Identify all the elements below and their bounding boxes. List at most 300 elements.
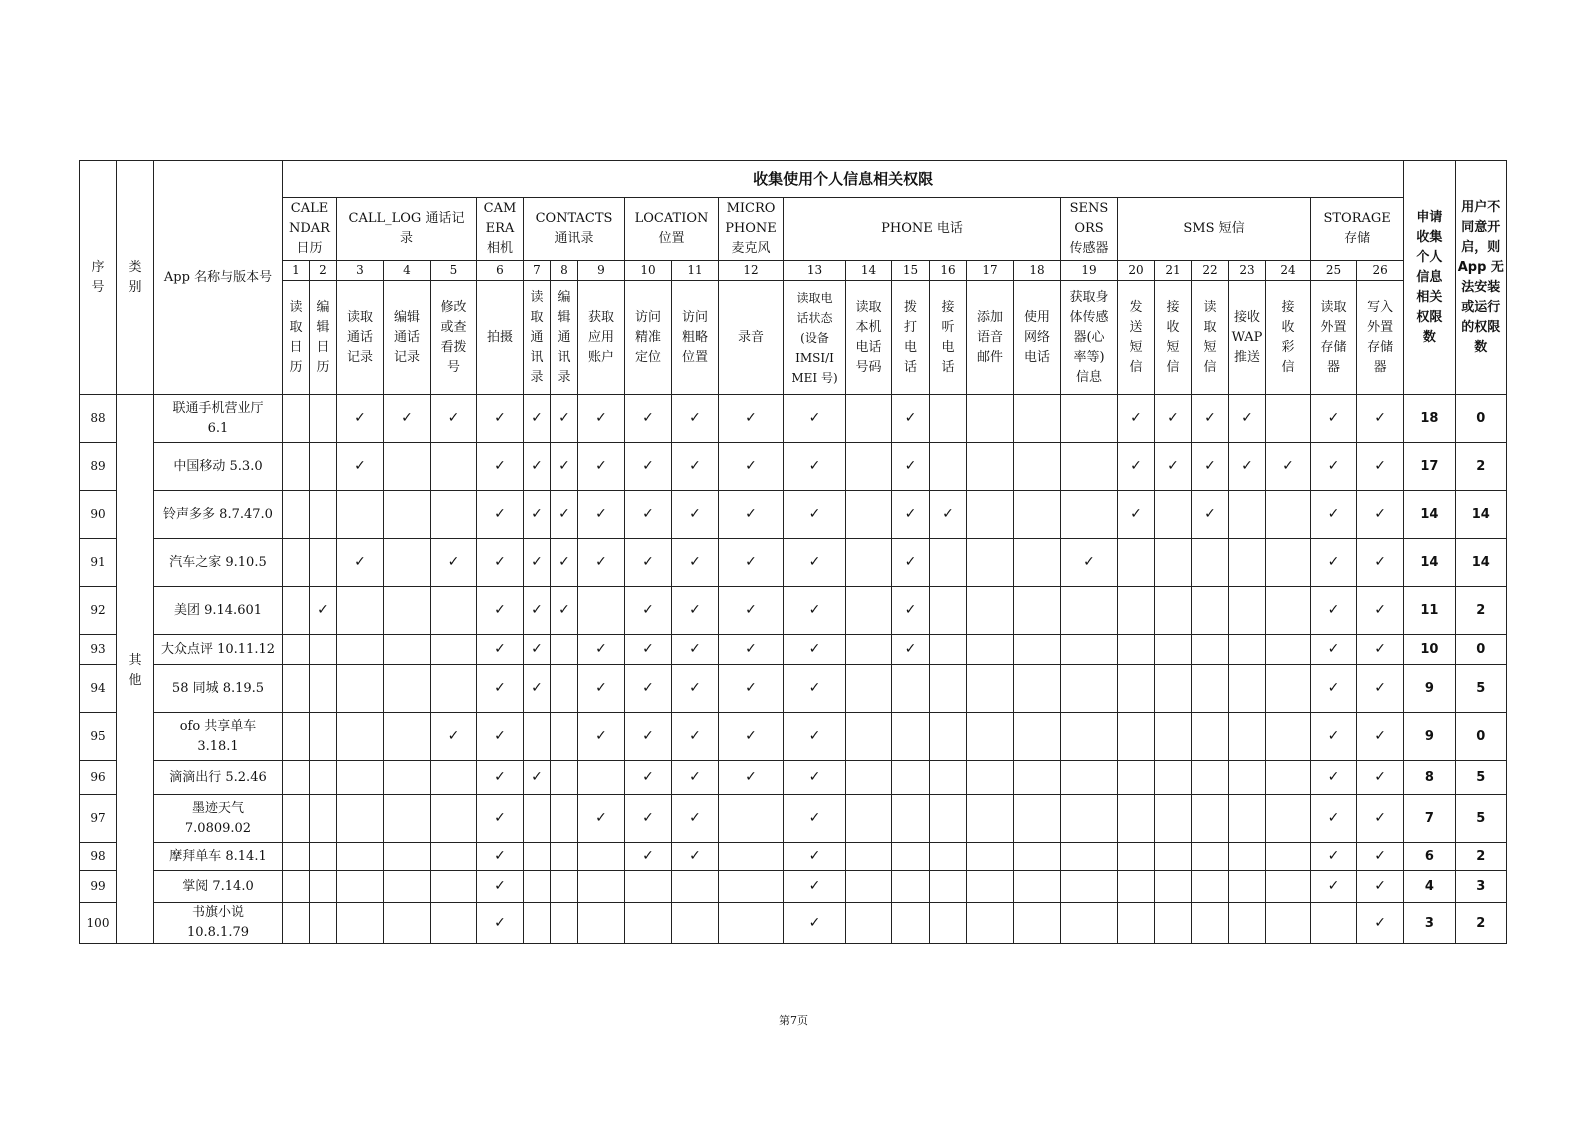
row-refuse-count: 0	[1455, 713, 1506, 761]
empty-cell	[1192, 587, 1229, 635]
permission-group-header: SENS ORS 传感器	[1061, 198, 1118, 261]
row-refuse-count: 5	[1455, 665, 1506, 713]
empty-cell	[1192, 795, 1229, 843]
check-mark: ✓	[719, 635, 784, 665]
empty-cell	[337, 635, 384, 665]
row-seq: 98	[80, 843, 117, 871]
empty-cell	[337, 665, 384, 713]
empty-cell	[283, 587, 310, 635]
row-app-name: 铃声多多 8.7.47.0	[154, 491, 283, 539]
permission-number: 21	[1155, 261, 1192, 281]
check-mark: ✓	[625, 587, 672, 635]
empty-cell	[846, 903, 892, 944]
empty-cell	[1266, 635, 1311, 665]
table-row	[80, 665, 1507, 713]
header-main-title: 收集使用个人信息相关权限	[283, 161, 1404, 198]
check-mark: ✓	[1357, 795, 1404, 843]
check-mark: ✓	[477, 843, 524, 871]
check-mark: ✓	[1311, 843, 1357, 871]
empty-cell	[1266, 713, 1311, 761]
permission-number: 13	[784, 261, 846, 281]
permission-number: 16	[930, 261, 967, 281]
check-mark: ✓	[524, 443, 551, 491]
table-row	[80, 539, 1507, 587]
empty-cell	[625, 871, 672, 903]
permission-description: 接 收 短 信	[1155, 281, 1192, 395]
empty-cell	[337, 491, 384, 539]
empty-cell	[1014, 665, 1061, 713]
empty-cell	[846, 761, 892, 795]
empty-cell	[431, 491, 477, 539]
check-mark: ✓	[892, 443, 930, 491]
empty-cell	[1266, 491, 1311, 539]
empty-cell	[1155, 713, 1192, 761]
empty-cell	[672, 903, 719, 944]
empty-cell	[431, 443, 477, 491]
check-mark: ✓	[892, 587, 930, 635]
check-mark: ✓	[672, 539, 719, 587]
empty-cell	[846, 635, 892, 665]
permission-group-header: SMS 短信	[1118, 198, 1311, 261]
check-mark: ✓	[551, 395, 578, 443]
check-mark: ✓	[719, 587, 784, 635]
header-category: 类 别	[117, 161, 154, 395]
empty-cell	[384, 443, 431, 491]
check-mark: ✓	[1311, 539, 1357, 587]
empty-cell	[1061, 871, 1118, 903]
empty-cell	[1266, 761, 1311, 795]
check-mark: ✓	[784, 795, 846, 843]
check-mark: ✓	[1311, 587, 1357, 635]
check-mark: ✓	[477, 539, 524, 587]
permission-number: 12	[719, 261, 784, 281]
check-mark: ✓	[524, 635, 551, 665]
permission-description: 修改 或查 看拨 号	[431, 281, 477, 395]
check-mark: ✓	[672, 443, 719, 491]
permission-description: 接 听 电 话	[930, 281, 967, 395]
row-app-name: 书旗小说 10.8.1.79	[154, 903, 283, 944]
empty-cell	[1192, 761, 1229, 795]
empty-cell	[1014, 491, 1061, 539]
empty-cell	[846, 843, 892, 871]
empty-cell	[1014, 395, 1061, 443]
empty-cell	[1014, 635, 1061, 665]
empty-cell	[967, 443, 1014, 491]
check-mark: ✓	[524, 665, 551, 713]
permission-number: 2	[310, 261, 337, 281]
permission-description: 读 取 日 历	[283, 281, 310, 395]
empty-cell	[1118, 539, 1155, 587]
empty-cell	[578, 903, 625, 944]
row-seq: 96	[80, 761, 117, 795]
empty-cell	[930, 635, 967, 665]
empty-cell	[719, 871, 784, 903]
check-mark: ✓	[1061, 539, 1118, 587]
empty-cell	[719, 843, 784, 871]
empty-cell	[1014, 795, 1061, 843]
empty-cell	[1061, 395, 1118, 443]
empty-cell	[283, 903, 310, 944]
empty-cell	[1014, 587, 1061, 635]
empty-cell	[967, 903, 1014, 944]
check-mark: ✓	[1357, 843, 1404, 871]
check-mark: ✓	[578, 795, 625, 843]
row-total: 14	[1404, 491, 1455, 539]
check-mark: ✓	[1357, 761, 1404, 795]
check-mark: ✓	[551, 491, 578, 539]
check-mark: ✓	[719, 665, 784, 713]
row-refuse-count: 2	[1455, 903, 1506, 944]
empty-cell	[930, 395, 967, 443]
empty-cell	[1061, 587, 1118, 635]
empty-cell	[431, 871, 477, 903]
empty-cell	[1061, 761, 1118, 795]
empty-cell	[1061, 713, 1118, 761]
permission-number: 9	[578, 261, 625, 281]
permission-description: 获取 应用 账户	[578, 281, 625, 395]
empty-cell	[1192, 843, 1229, 871]
empty-cell	[930, 903, 967, 944]
check-mark: ✓	[784, 539, 846, 587]
row-app-name: 58 同城 8.19.5	[154, 665, 283, 713]
check-mark: ✓	[477, 871, 524, 903]
table-row	[80, 761, 1507, 795]
row-seq: 92	[80, 587, 117, 635]
check-mark: ✓	[477, 395, 524, 443]
check-mark: ✓	[1118, 395, 1155, 443]
check-mark: ✓	[1192, 395, 1229, 443]
empty-cell	[892, 665, 930, 713]
empty-cell	[1155, 539, 1192, 587]
empty-cell	[431, 587, 477, 635]
check-mark: ✓	[672, 587, 719, 635]
empty-cell	[384, 665, 431, 713]
empty-cell	[384, 795, 431, 843]
empty-cell	[384, 903, 431, 944]
check-mark: ✓	[625, 795, 672, 843]
empty-cell	[283, 795, 310, 843]
empty-cell	[1266, 395, 1311, 443]
empty-cell	[719, 903, 784, 944]
empty-cell	[310, 713, 337, 761]
permission-number: 8	[551, 261, 578, 281]
empty-cell	[625, 903, 672, 944]
check-mark: ✓	[1118, 443, 1155, 491]
check-mark: ✓	[1311, 395, 1357, 443]
check-mark: ✓	[551, 443, 578, 491]
empty-cell	[1118, 665, 1155, 713]
empty-cell	[431, 665, 477, 713]
row-app-name: 中国移动 5.3.0	[154, 443, 283, 491]
empty-cell	[1192, 665, 1229, 713]
row-seq: 90	[80, 491, 117, 539]
check-mark: ✓	[524, 587, 551, 635]
check-mark: ✓	[524, 491, 551, 539]
empty-cell	[1229, 843, 1266, 871]
empty-cell	[1061, 903, 1118, 944]
empty-cell	[431, 761, 477, 795]
check-mark: ✓	[431, 395, 477, 443]
empty-cell	[1192, 903, 1229, 944]
check-mark: ✓	[1357, 491, 1404, 539]
permission-number: 23	[1229, 261, 1266, 281]
empty-cell	[1014, 761, 1061, 795]
row-app-name: 摩拜单车 8.14.1	[154, 843, 283, 871]
permission-number: 10	[625, 261, 672, 281]
check-mark: ✓	[477, 903, 524, 944]
empty-cell	[930, 871, 967, 903]
check-mark: ✓	[477, 635, 524, 665]
check-mark: ✓	[1311, 871, 1357, 903]
permission-group-header: MICRO PHONE 麦克风	[719, 198, 784, 261]
permission-description: 读 取 通 讯 录	[524, 281, 551, 395]
check-mark: ✓	[578, 539, 625, 587]
table-row	[80, 903, 1507, 944]
empty-cell	[930, 761, 967, 795]
empty-cell	[384, 871, 431, 903]
permission-group-header: CALL_LOG 通话记 录	[337, 198, 477, 261]
empty-cell	[1229, 635, 1266, 665]
permission-description: 拍摄	[477, 281, 524, 395]
row-app-name: ofo 共享单车 3.18.1	[154, 713, 283, 761]
check-mark: ✓	[337, 395, 384, 443]
check-mark: ✓	[625, 395, 672, 443]
row-refuse-count: 14	[1455, 539, 1506, 587]
row-refuse-count: 0	[1455, 635, 1506, 665]
check-mark: ✓	[672, 761, 719, 795]
check-mark: ✓	[892, 491, 930, 539]
empty-cell	[283, 843, 310, 871]
check-mark: ✓	[625, 539, 672, 587]
row-seq: 95	[80, 713, 117, 761]
check-mark: ✓	[719, 713, 784, 761]
empty-cell	[1118, 635, 1155, 665]
header-refuse-count: 用户不 同意开 启，则 App 无 法安装 或运行 的权限 数	[1455, 161, 1506, 395]
empty-cell	[524, 713, 551, 761]
row-app-name: 汽车之家 9.10.5	[154, 539, 283, 587]
row-seq: 97	[80, 795, 117, 843]
check-mark: ✓	[578, 635, 625, 665]
row-seq: 88	[80, 395, 117, 443]
check-mark: ✓	[1155, 443, 1192, 491]
empty-cell	[672, 871, 719, 903]
empty-cell	[283, 665, 310, 713]
check-mark: ✓	[477, 587, 524, 635]
empty-cell	[1266, 843, 1311, 871]
empty-cell	[892, 843, 930, 871]
row-app-name: 美团 9.14.601	[154, 587, 283, 635]
row-total: 3	[1404, 903, 1455, 944]
check-mark: ✓	[930, 491, 967, 539]
check-mark: ✓	[892, 635, 930, 665]
empty-cell	[384, 491, 431, 539]
empty-cell	[846, 443, 892, 491]
check-mark: ✓	[784, 395, 846, 443]
check-mark: ✓	[431, 713, 477, 761]
empty-cell	[1266, 665, 1311, 713]
empty-cell	[551, 843, 578, 871]
permission-description: 录音	[719, 281, 784, 395]
check-mark: ✓	[1357, 665, 1404, 713]
empty-cell	[551, 871, 578, 903]
empty-cell	[1155, 871, 1192, 903]
check-mark: ✓	[784, 713, 846, 761]
row-refuse-count: 14	[1455, 491, 1506, 539]
check-mark: ✓	[1357, 871, 1404, 903]
permission-description: 获取身 体传感 器(心 率等) 信息	[1061, 281, 1118, 395]
header-seq: 序 号	[80, 161, 117, 395]
permission-description: 访问 精准 定位	[625, 281, 672, 395]
row-seq: 93	[80, 635, 117, 665]
table-row	[80, 843, 1507, 871]
empty-cell	[967, 795, 1014, 843]
check-mark: ✓	[672, 635, 719, 665]
table-row	[80, 443, 1507, 491]
check-mark: ✓	[1311, 635, 1357, 665]
empty-cell	[384, 713, 431, 761]
empty-cell	[967, 713, 1014, 761]
empty-cell	[283, 491, 310, 539]
row-app-name: 墨迹天气 7.0809.02	[154, 795, 283, 843]
check-mark: ✓	[784, 871, 846, 903]
empty-cell	[1229, 713, 1266, 761]
empty-cell	[337, 761, 384, 795]
empty-cell	[431, 795, 477, 843]
permission-description: 读取 通话 记录	[337, 281, 384, 395]
check-mark: ✓	[1357, 635, 1404, 665]
table-row	[80, 713, 1507, 761]
empty-cell	[846, 665, 892, 713]
empty-cell	[337, 903, 384, 944]
check-mark: ✓	[384, 395, 431, 443]
check-mark: ✓	[1357, 713, 1404, 761]
row-seq: 100	[80, 903, 117, 944]
row-total: 8	[1404, 761, 1455, 795]
check-mark: ✓	[578, 395, 625, 443]
empty-cell	[1061, 635, 1118, 665]
empty-cell	[310, 635, 337, 665]
row-seq: 89	[80, 443, 117, 491]
empty-cell	[1266, 539, 1311, 587]
row-total: 6	[1404, 843, 1455, 871]
empty-cell	[283, 761, 310, 795]
check-mark: ✓	[625, 761, 672, 795]
check-mark: ✓	[1311, 713, 1357, 761]
row-app-name: 掌阅 7.14.0	[154, 871, 283, 903]
empty-cell	[1118, 871, 1155, 903]
table-row	[80, 395, 1507, 443]
table-row	[80, 491, 1507, 539]
empty-cell	[1014, 443, 1061, 491]
permission-group-header: STORAGE 存储	[1311, 198, 1404, 261]
empty-cell	[524, 795, 551, 843]
empty-cell	[846, 539, 892, 587]
empty-cell	[892, 713, 930, 761]
empty-cell	[1061, 491, 1118, 539]
permission-number: 5	[431, 261, 477, 281]
check-mark: ✓	[1266, 443, 1311, 491]
check-mark: ✓	[431, 539, 477, 587]
empty-cell	[1229, 761, 1266, 795]
row-refuse-count: 3	[1455, 871, 1506, 903]
empty-cell	[337, 871, 384, 903]
empty-cell	[384, 761, 431, 795]
check-mark: ✓	[1155, 395, 1192, 443]
empty-cell	[1014, 871, 1061, 903]
empty-cell	[719, 795, 784, 843]
row-total: 10	[1404, 635, 1455, 665]
permission-number: 11	[672, 261, 719, 281]
empty-cell	[1118, 713, 1155, 761]
permission-number: 20	[1118, 261, 1155, 281]
empty-cell	[1266, 871, 1311, 903]
empty-cell	[283, 539, 310, 587]
permission-number: 17	[967, 261, 1014, 281]
empty-cell	[283, 395, 310, 443]
check-mark: ✓	[1357, 587, 1404, 635]
row-total: 11	[1404, 587, 1455, 635]
row-seq: 91	[80, 539, 117, 587]
empty-cell	[1061, 843, 1118, 871]
row-refuse-count: 5	[1455, 761, 1506, 795]
category-cell: 其 他	[117, 395, 154, 944]
header-app-name: App 名称与版本号	[154, 161, 283, 395]
empty-cell	[1229, 539, 1266, 587]
empty-cell	[1266, 795, 1311, 843]
empty-cell	[551, 761, 578, 795]
empty-cell	[1229, 491, 1266, 539]
check-mark: ✓	[1357, 395, 1404, 443]
empty-cell	[892, 871, 930, 903]
check-mark: ✓	[477, 443, 524, 491]
empty-cell	[310, 491, 337, 539]
check-mark: ✓	[1311, 761, 1357, 795]
empty-cell	[310, 443, 337, 491]
permission-number: 4	[384, 261, 431, 281]
empty-cell	[967, 761, 1014, 795]
permission-description: 读取 外置 存储 器	[1311, 281, 1357, 395]
header-total-permissions: 申请 收集 个人 信息 相关 权限 数	[1404, 161, 1455, 395]
empty-cell	[892, 761, 930, 795]
check-mark: ✓	[477, 713, 524, 761]
empty-cell	[431, 635, 477, 665]
permission-description: 添加 语音 邮件	[967, 281, 1014, 395]
empty-cell	[283, 635, 310, 665]
check-mark: ✓	[784, 843, 846, 871]
empty-cell	[1192, 871, 1229, 903]
check-mark: ✓	[719, 761, 784, 795]
empty-cell	[846, 713, 892, 761]
check-mark: ✓	[672, 795, 719, 843]
empty-cell	[384, 587, 431, 635]
empty-cell	[578, 761, 625, 795]
check-mark: ✓	[1192, 491, 1229, 539]
permission-description: 拨 打 电 话	[892, 281, 930, 395]
empty-cell	[846, 871, 892, 903]
row-seq: 94	[80, 665, 117, 713]
empty-cell	[967, 871, 1014, 903]
empty-cell	[892, 795, 930, 843]
check-mark: ✓	[784, 761, 846, 795]
empty-cell	[930, 443, 967, 491]
empty-cell	[310, 871, 337, 903]
empty-cell	[384, 539, 431, 587]
check-mark: ✓	[1229, 443, 1266, 491]
empty-cell	[578, 871, 625, 903]
empty-cell	[930, 665, 967, 713]
empty-cell	[384, 635, 431, 665]
empty-cell	[930, 843, 967, 871]
